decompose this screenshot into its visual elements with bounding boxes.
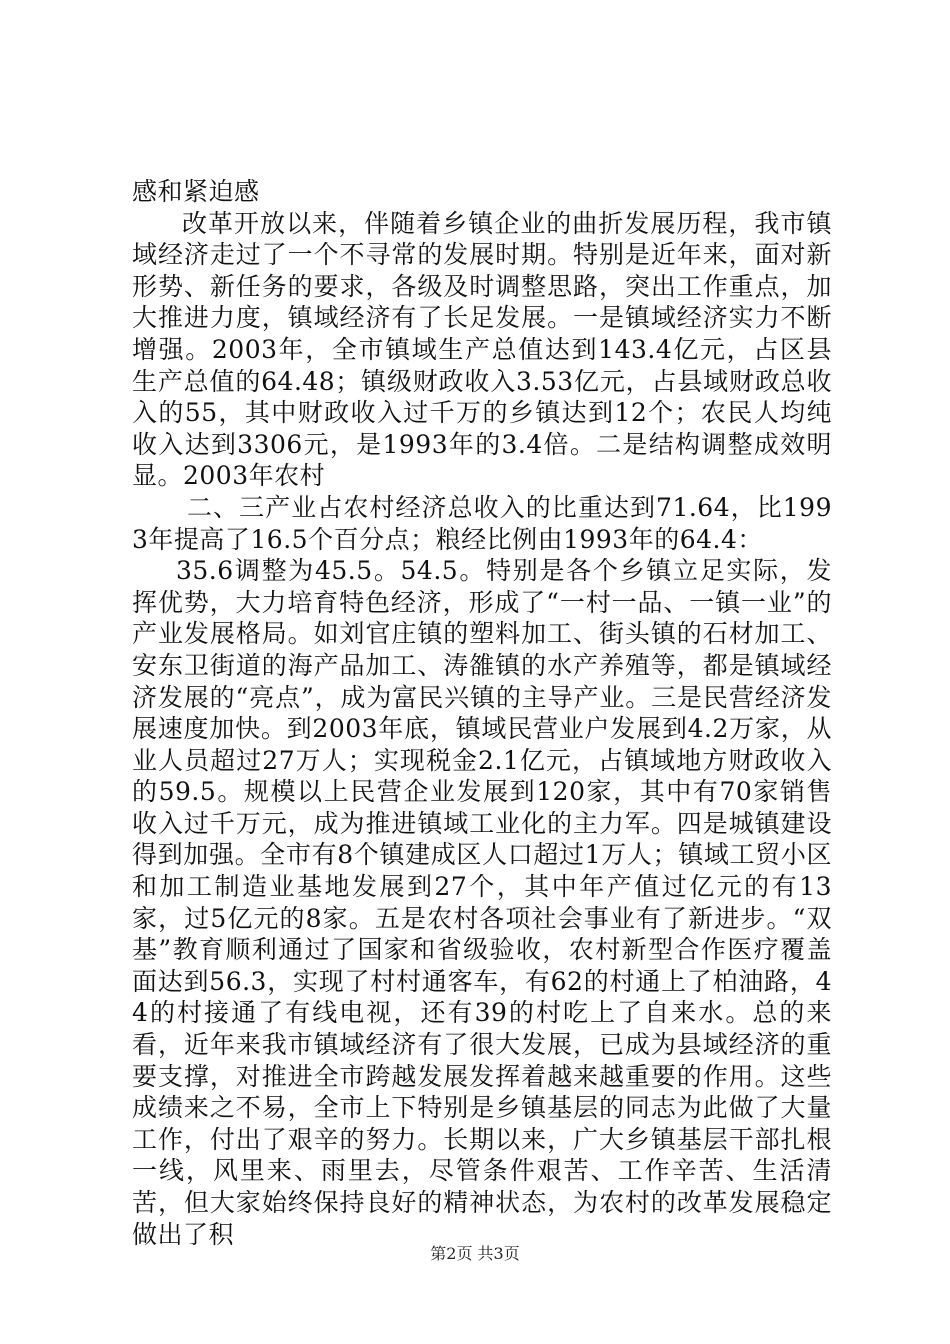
- document-body: [132, 176, 832, 1250]
- paragraph-continuation: 感和紧迫感: [132, 177, 260, 206]
- paragraph: 改革开放以来，伴随着乡镇企业的曲折发展历程，我市镇域经济走过了一个不寻常的发展时期。特别是近年来，面对新形势、新任务的要求，各级及时调整思路，突出工作重点，加大推进力度，镇域经济有了长足发展。一是镇域经济实力不断增强。2003年，全市镇域生产总值达到143.4亿元，占区县生产总值的64.48；镇级财政收入3.53亿元，占县域财政总收入的55，其中财政收入过千万的乡镇达到12个；农民人均纯收入达到3306元，是1993年的3.4倍。二是结构调整成效明显。2003年农村: [132, 208, 832, 491]
- paragraph: 35.6调整为45.5。54.5。特别是各个乡镇立足实际，发挥优势，大力培育特色经济，形成了“一村一品、一镇一业”的产业发展格局。如刘官庄镇的塑料加工、街头镇的石材加工、安东卫街道的海产品加工、涛雒镇的水产养殖等，都是镇域经济发展的“亮点”，成为富民兴镇的主导产业。三是民营经济发展速度加快。到2003年底，镇域民营业户发展到4.2万家，从业人员超过27万人；实现税金2.1亿元，占镇域地方财政收入的59.5。规模以上民营企业发展到120家，其中有70家销售收入过千万元，成为推进镇域工业化的主力军。四是城镇建设得到加强。全市有8个镇建成区人口超过1万人；镇域工贸小区和加工制造业基地发展到27个，其中年产值过亿元的有13家，过5亿元的8家。五是农村各项社会事业有了新进步。“双基”教育顺利通过了国家和省级验收，农村新型合作医疗覆盖面达到56.3，实现了村村通客车，有62的村通上了柏油路，44的村接通了有线电视，还有39的村吃上了自来水。总的来看，近年来我市镇域经济有了很大发展，已成为县域经济的重要支撑，对推进全市跨越发展发挥着越来越重要的作用。这些成绩来之不易，全市上下特别是乡镇基层的同志为此做了大量工作，付出了艰辛的努力。长期以来，广大乡镇基层干部扎根一线，风里来、雨里去，尽管条件艰苦、工作辛苦、生活清苦，但大家始终保持良好的精神状态，为农村的改革发展稳定做出了积: [132, 556, 832, 1249]
- paragraph: 二、三产业占农村经济总收入的比重达到71.64，比1993年提高了16.5个百分点；粮经比例由1993年的64.4：: [132, 492, 832, 554]
- page-footer: 第2页 共3页: [430, 1244, 520, 1263]
